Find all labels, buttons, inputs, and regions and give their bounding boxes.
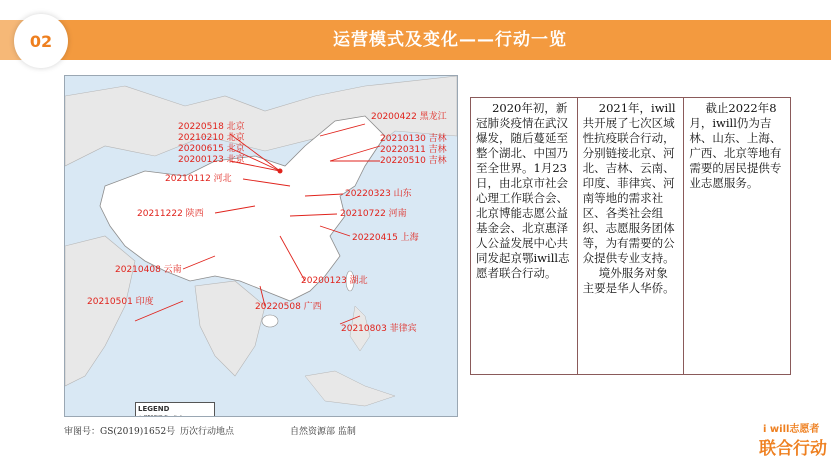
paragraph-2021: 2021年，iwill共开展了七次区域性抗疫联合行动，分别链接北京、河北、吉林、云南、印度、菲律宾、河南等地的需求社区、各类社会组织、志愿服务团体等，为有需要的公众提供专业支持。	[582, 101, 676, 265]
map-legend	[135, 402, 215, 417]
route-label-beijing-1: 20220518 北京	[178, 122, 245, 132]
route-label-hebei: 20210112 河北	[165, 174, 232, 184]
legend-item	[136, 415, 214, 417]
route-label-jilin-2: 20220311 吉林	[380, 145, 447, 155]
paragraph-2020: 2020年初，新冠肺炎疫情在武汉爆发，随后蔓延至整个湖北、中国乃至全世界。1月23日，由北京市社会心理工作联合会、北京博能志愿公益基金会、北京惠泽人公益发展中心共同发起京鄂iwill志愿者联合行动。	[476, 101, 570, 280]
route-label-shandong: 20220323 山东	[345, 189, 412, 199]
action-summary-table	[470, 97, 791, 375]
route-label-jilin-1: 20210130 吉林	[380, 134, 447, 144]
iwill-logo	[757, 418, 827, 462]
route-label-shanghai: 20220415 上海	[352, 233, 419, 243]
china-map	[64, 75, 458, 417]
route-label-beijing-3: 20200615 北京	[178, 144, 245, 154]
route-label-beijing-2: 20210210 北京	[178, 133, 245, 143]
table-cell-2021	[577, 98, 684, 374]
route-label-philippines: 20210803 菲律宾	[341, 324, 417, 334]
paragraph-2022: 截止2022年8月，iwill仍为吉林、山东、上海、广西、北京等地有需要的居民提供专业志愿服务。	[689, 101, 782, 190]
logo-line-2: 联合行动	[759, 439, 827, 459]
route-label-yunnan: 20210408 云南	[115, 265, 182, 275]
route-label-shaanxi: 20211222 陕西	[137, 209, 204, 219]
map-publisher: 自然资源部 监制	[290, 427, 356, 437]
route-label-beijing-4: 20200123 北京	[178, 155, 245, 165]
slide-number: 02	[29, 31, 53, 51]
paragraph-overseas: 境外服务对象主要是华人华侨。	[582, 266, 675, 295]
map-graphic	[65, 76, 457, 416]
route-label-india: 20210501 印度	[87, 297, 154, 307]
logo-line-1: i will志愿者	[763, 424, 820, 435]
route-label-henan: 20210722 河南	[340, 209, 407, 219]
table-cell-2022	[683, 98, 790, 374]
page-title: 运营模式及变化——行动一览	[333, 30, 567, 50]
route-label-jilin-3: 20220510 吉林	[380, 156, 447, 166]
map-caption: 历次行动地点	[180, 427, 235, 437]
slide-number-badge	[14, 14, 68, 68]
legend-title: LEGEND	[138, 405, 170, 413]
route-label-guangxi: 20220508 广西	[255, 302, 322, 312]
route-label-hubei: 20200123 湖北	[301, 276, 368, 286]
map-approval-number: 审图号：GS(2019)1652号	[64, 427, 176, 437]
table-cell-2020	[471, 98, 577, 374]
route-label-heilongjiang: 20200422 黑龙江	[371, 112, 447, 122]
header-bar	[0, 0, 831, 72]
